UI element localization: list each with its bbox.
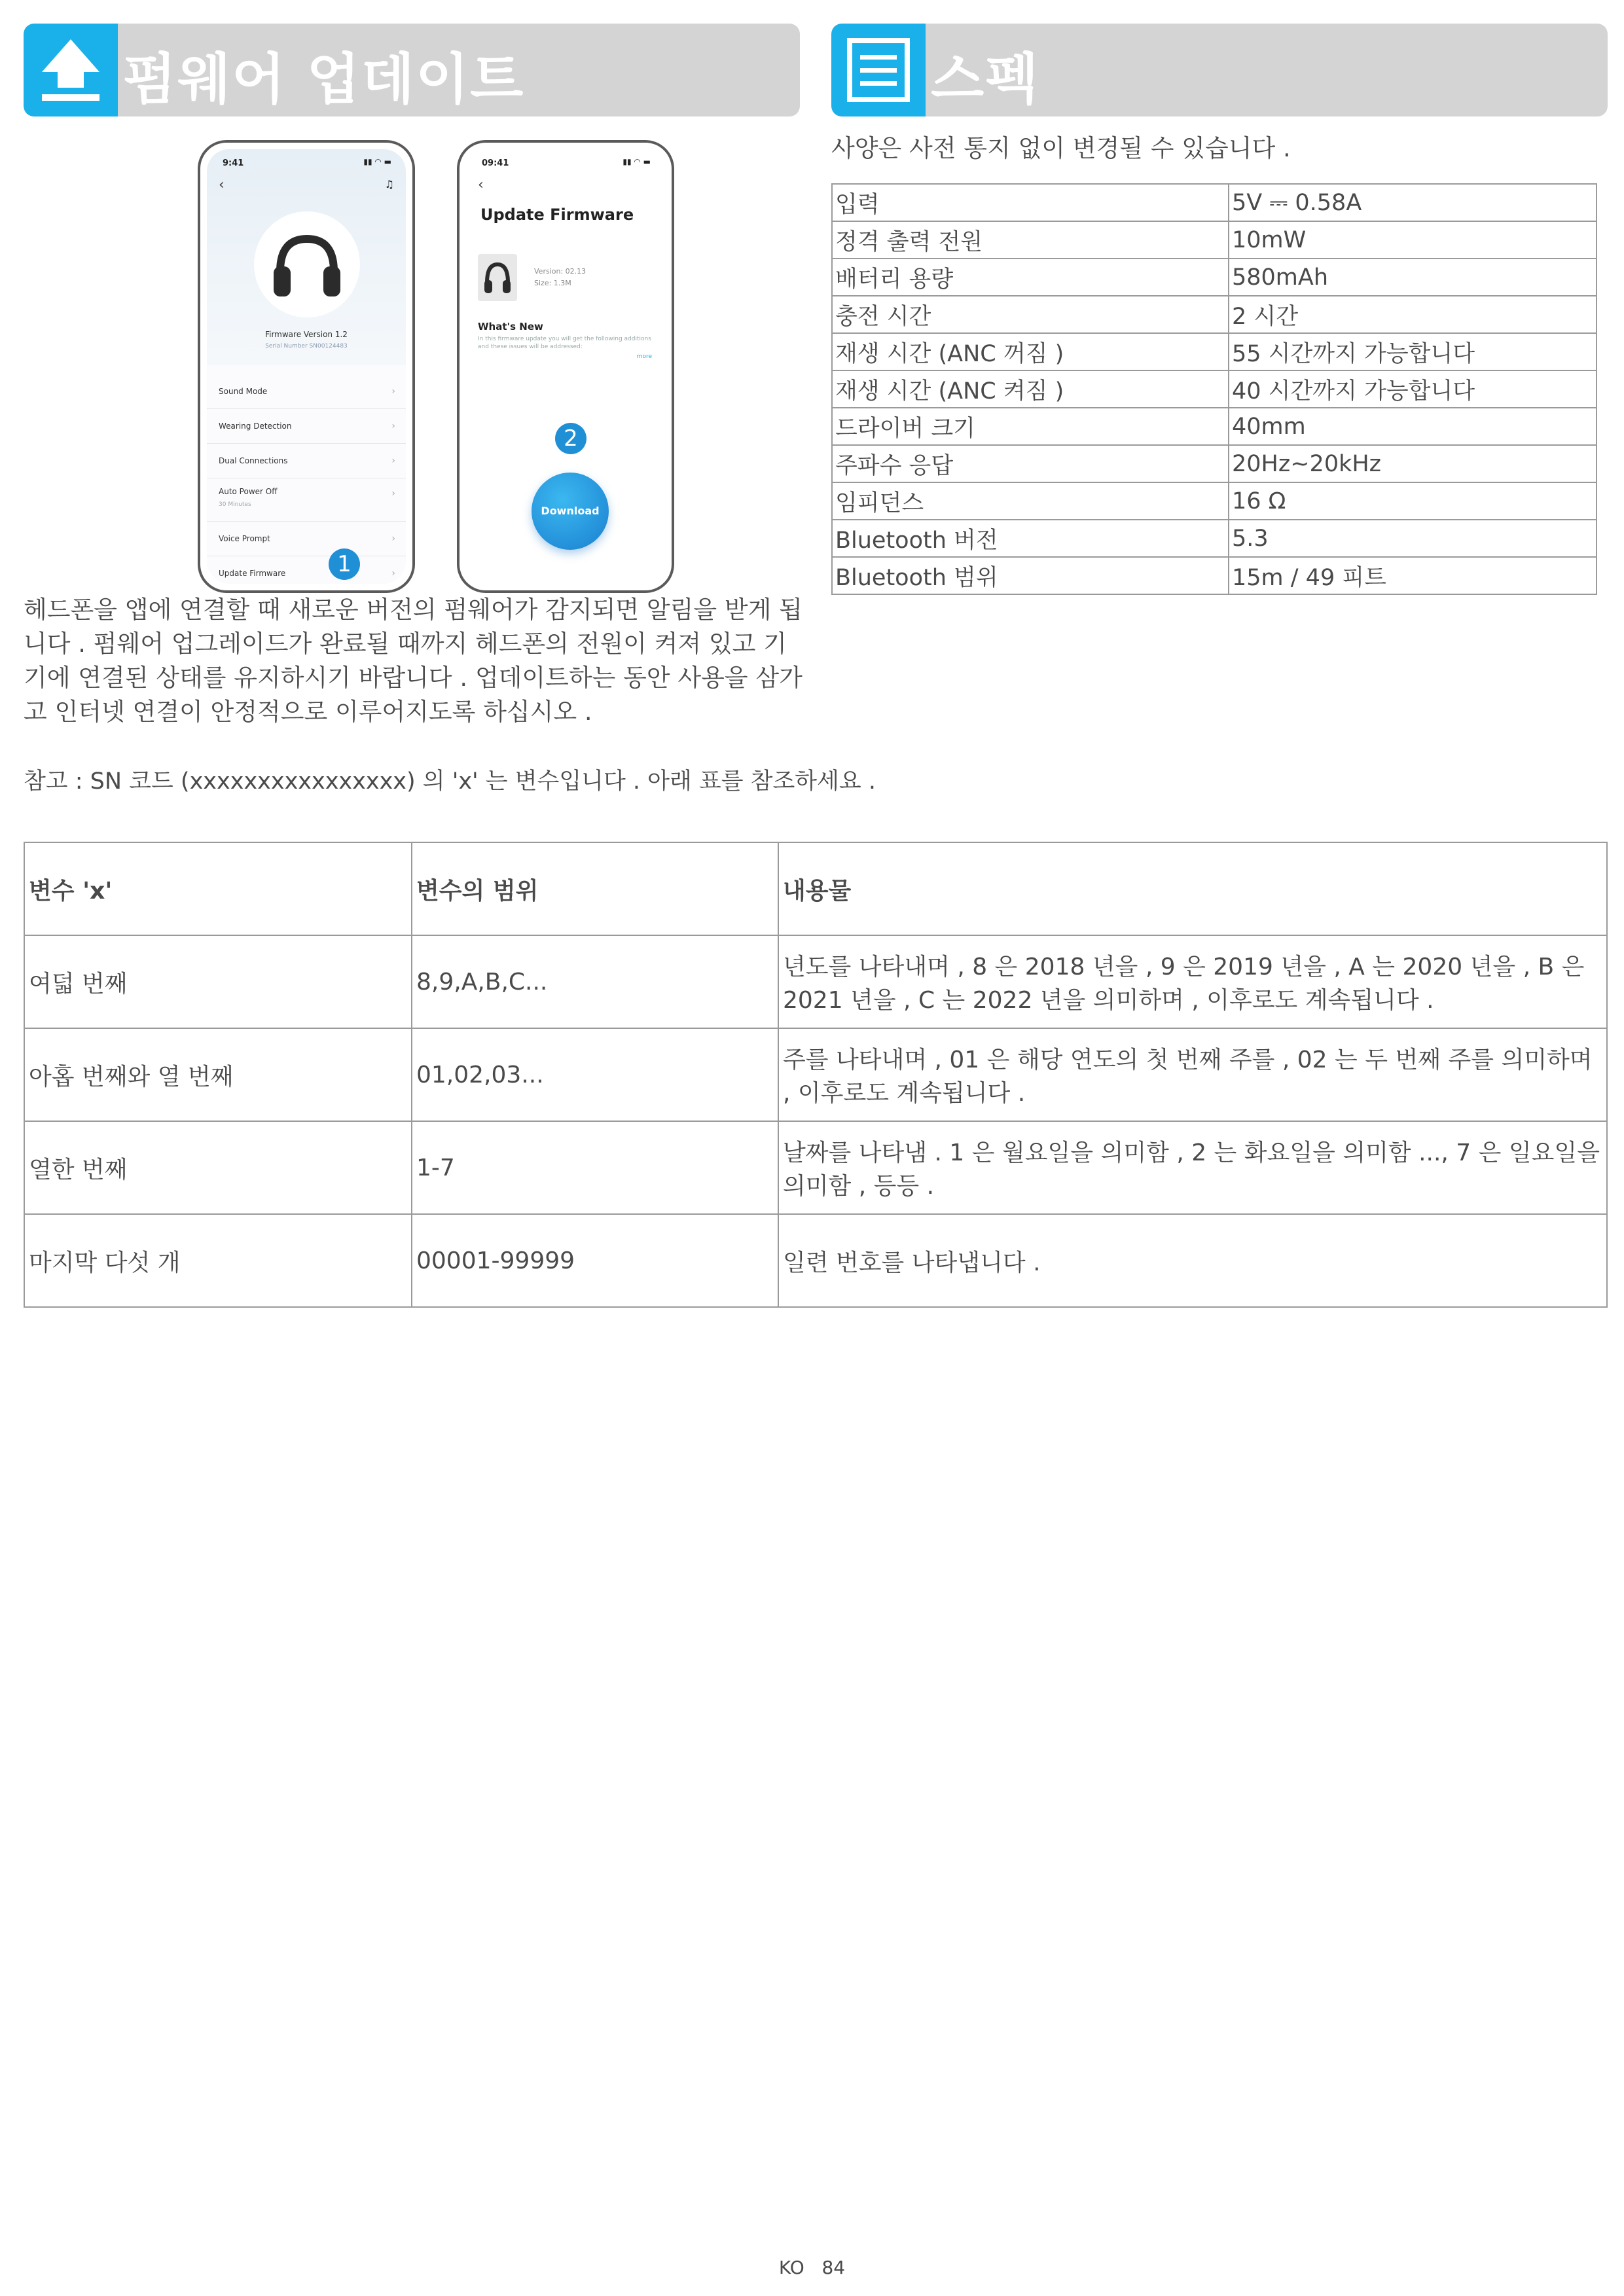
spec-table: [831, 183, 1597, 595]
chevron-right-icon: ›: [391, 568, 395, 579]
table-row: 임피던스 16 Ω: [832, 482, 1597, 520]
column-header: 내용물: [778, 842, 1607, 935]
chevron-right-icon: ›: [391, 421, 395, 431]
phone-mockup-settings: [198, 140, 415, 593]
language-code: KO: [778, 2257, 804, 2278]
phone-mockup-update-firmware: [457, 140, 674, 593]
menu-item-auto-power-off[interactable]: Auto Power Off 30 Minutes ›: [207, 478, 406, 522]
page-footer: [0, 2257, 1624, 2278]
menu-item-wearing-detection[interactable]: Wearing Detection ›: [207, 409, 406, 444]
column-header: 변수의 범위: [412, 842, 778, 935]
table-row: 재생 시간 (ANC 꺼짐 ) 55 시간까지 가능합니다: [832, 333, 1597, 370]
sn-code-note: 참고 : SN 코드 (xxxxxxxxxxxxxxxx) 의 'x' 는 변수입니다 . 아래 표를 참조하세요 .: [24, 768, 876, 795]
table-row: 정격 출력 전원 10mW: [832, 221, 1597, 259]
menu-item-update-firmware[interactable]: Update Firmware ›: [207, 556, 406, 584]
table-row: 배터리 용량 580mAh: [832, 259, 1597, 296]
table-row: 입력 5V ⎓ 0.58A: [832, 184, 1597, 221]
table-row: 열한 번째 1-7 날짜를 나타냄 . 1 은 월요일을 의미함 , 2 는 화요일을 의미함 ..., 7 은 일요일을 의미함 , 등등 .: [24, 1121, 1607, 1214]
whats-new-text: In this firmware update you will get the following additions and these issues will be addressed:: [478, 336, 651, 350]
back-icon: ‹: [219, 177, 225, 193]
status-icons: ▮▮ ◠ ▬: [623, 157, 651, 166]
table-header-row: [24, 842, 1607, 935]
more-link[interactable]: more: [636, 353, 652, 360]
chevron-right-icon: ›: [391, 456, 395, 466]
table-row: 여덟 번째 8,9,A,B,C... 년도를 나타내며 , 8 은 2018 년을 , 9 은 2019 년을 , A 는 2020 년을 , B 은 2021 년을 , C 는 2022 년을 의미하며 , 이후로도 계속됩니다 .: [24, 935, 1607, 1028]
table-row: Bluetooth 범위 15m / 49 피트: [832, 557, 1597, 594]
chevron-right-icon: ›: [391, 386, 395, 397]
status-time: 09:41: [482, 158, 509, 168]
step-badge-2: 2: [555, 423, 586, 454]
firmware-version-info: Version: 02.13 Size: 1.3M: [534, 267, 586, 287]
menu-item-sound-mode[interactable]: Sound Mode ›: [207, 374, 406, 409]
firmware-description: 헤드폰을 앱에 연결할 때 새로운 버전의 펌웨어가 감지되면 알림을 받게 됩니다 . 펌웨어 업그레이드가 완료될 때까지 헤드폰의 전원이 켜져 있고 기기에 연결된 상태를 유지하시기 바랍니다 . 업데이트하는 동안 사용을 삼가고 인터넷 연결이 안정적으로 이루어지도록 하십시오 .: [24, 596, 803, 726]
firmware-section-header: [24, 24, 800, 117]
serial-number: Serial Number SN00124483: [265, 343, 348, 350]
firmware-section-title: 펌웨어 업데이트: [123, 47, 525, 111]
update-firmware-title: Update Firmware: [480, 206, 634, 224]
headphone-thumbnail: [478, 254, 517, 301]
download-button[interactable]: Download: [532, 473, 609, 550]
status-time: 9:41: [223, 158, 244, 168]
spec-section-title: 스펙: [931, 47, 1040, 111]
upload-arrow-icon: [24, 24, 118, 117]
variable-table: [24, 842, 1608, 1308]
step-badge-1: 1: [329, 548, 360, 580]
table-row: 드라이버 크기 40mm: [832, 408, 1597, 445]
column-header: 변수 'x': [24, 842, 412, 935]
menu-item-dual-connections[interactable]: Dual Connections ›: [207, 444, 406, 478]
spec-section-header: [831, 24, 1608, 117]
table-row: 마지막 다섯 개 00001-99999 일련 번호를 나타냅니다 .: [24, 1214, 1607, 1307]
list-document-icon: [831, 24, 926, 117]
back-icon: ‹: [478, 177, 484, 193]
table-row: Bluetooth 버전 5.3: [832, 520, 1597, 557]
settings-menu: [207, 374, 406, 584]
firmware-version: Firmware Version 1.2: [265, 330, 348, 339]
status-icons: ▮▮ ◠ ▬: [363, 157, 391, 166]
menu-item-voice-prompt[interactable]: Voice Prompt ›: [207, 522, 406, 556]
table-row: 재생 시간 (ANC 켜짐 ) 40 시간까지 가능합니다: [832, 370, 1597, 408]
chevron-right-icon: ›: [391, 488, 395, 499]
page-number: 84: [821, 2257, 846, 2278]
table-row: 주파수 응답 20Hz~20kHz: [832, 445, 1597, 482]
whats-new-heading: What's New: [478, 321, 543, 332]
headphone-image: [254, 211, 360, 317]
table-row: 아홉 번째와 열 번째 01,02,03... 주를 나타내며 , 01 은 해당 연도의 첫 번째 주를 , 02 는 두 번째 주를 의미하며 , 이후로도 계속됩니다 .: [24, 1028, 1607, 1121]
spec-note: 사양은 사전 통지 없이 변경될 수 있습니다 .: [831, 134, 1291, 162]
chevron-right-icon: ›: [391, 533, 395, 544]
table-row: 충전 시간 2 시간: [832, 296, 1597, 333]
headset-icon: ♫: [384, 178, 394, 190]
